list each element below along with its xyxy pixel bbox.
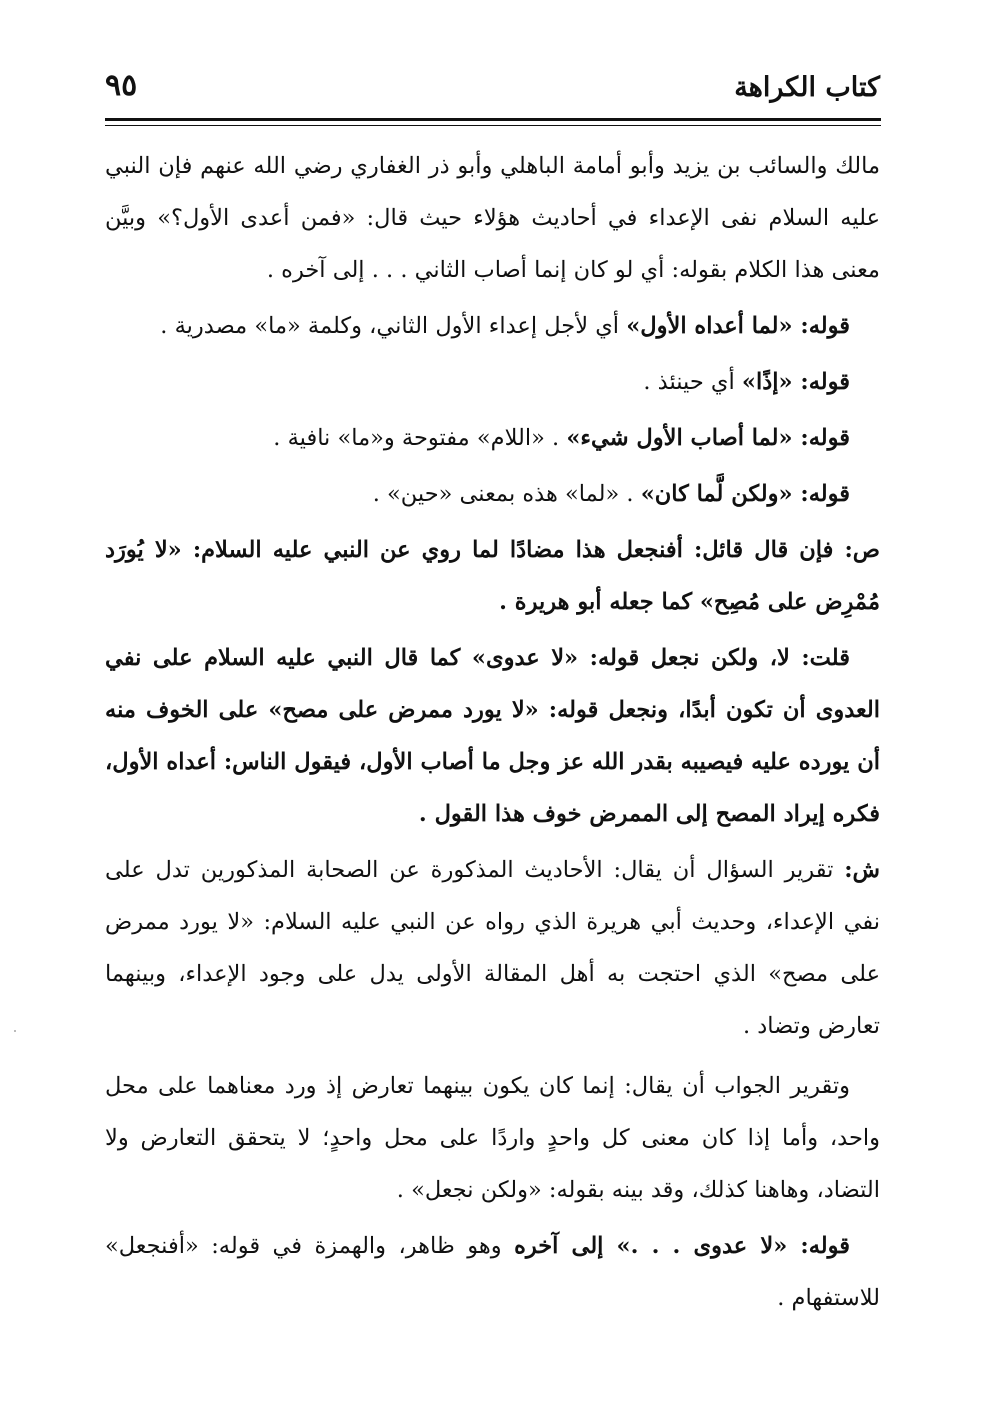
paragraph-8-text: تقرير السؤال أن يقال: الأحاديث المذكورة عن الصحابة المذكورين تدل على نفي الإعداء، وحديث أبي هريرة الذي رواه عن النبي عليه السلام: «لا يورد ممرض على مصح» الذي احتجت به أهل المقالة الأولى يدل على وجود الإعداء، وبينهما تعارض وتضاد . <box>105 857 880 1039</box>
page-number: ٩٥ <box>105 68 138 103</box>
paragraph-4-label: قوله: «لما أصاب الأول شيء» <box>566 425 850 451</box>
paragraph-10 <box>105 1220 880 1324</box>
paragraph-3-label: قوله: «إذًا» <box>741 369 850 395</box>
paragraph-10-text: وهو ظاهر، والهمزة في قوله: «أفنجعل» للاستفهام . <box>105 1233 880 1311</box>
paragraph-3-text: أي حينئذ . <box>643 369 742 395</box>
paragraph-6: ص: فإن قال قائل: أفنجعل هذا مضادًا لما روي عن النبي عليه السلام: «لا يُورَد مُمْرِض على مُصِح» كما جعله أبو هريرة . <box>105 537 880 615</box>
paragraph-8 <box>105 844 880 1052</box>
paragraph-7: قلت: لا، ولكن نجعل قوله: «لا عدوى» كما قال النبي عليه السلام على نفي العدوى أن تكون أبدًا، ونجعل قوله: «لا يورد ممرض على مصح» على الخوف منه أن يورده عليه فيصيبه بقدر الله عز وجل ما أصاب الأول، فيقول الناس: أعداه الأول، فكره إيراد المصح إلى الممرض خوف هذا القول . <box>105 645 880 827</box>
paragraph-2-text: أي لأجل إعداء الأول الثاني، وكلمة «ما» مصدرية . <box>160 313 627 339</box>
paragraph-4 <box>105 412 880 464</box>
book-title: كتاب الكراهة <box>734 72 880 103</box>
paragraph-5-label: قوله: «ولكن لَّما كان» <box>640 481 850 507</box>
paragraph-1: مالك والسائب بن يزيد وأبو أمامة الباهلي وأبو ذر الغفاري رضي الله عنهم فإن النبي عليه السلام نفى الإعداء في أحاديث هؤلاء حيث قال: «فمن أعدى الأول؟» وبيَّن معنى هذا الكلام بقوله: أي لو كان إنما أصاب الثاني . . . إلى آخره . <box>105 153 880 283</box>
paragraph-8-label: ش: <box>844 857 880 883</box>
paragraph-10-label: قوله: «لا عدوى . . .» إلى آخره <box>514 1233 850 1259</box>
paragraph-3 <box>105 356 880 408</box>
paragraph-2 <box>105 300 880 352</box>
page-header <box>105 62 880 118</box>
paragraph-4-text: . «اللام» مفتوحة و«ما» نافية . <box>273 425 567 451</box>
paragraph-2-label: قوله: «لما أعداه الأول» <box>626 313 850 339</box>
paragraph-9: وتقرير الجواب أن يقال: إنما كان يكون بينهما تعارض إذ ورد معناهما على محل واحد، وأما إذا كان معنى كل واحدٍ واردًا على محل واحدٍ؛ لا يتحقق التعارض ولا التضاد، وهاهنا كذلك، وقد بينه بقوله: «ولكن نجعل» . <box>105 1073 880 1203</box>
margin-speck <box>14 1030 16 1032</box>
body-text <box>105 140 880 1324</box>
header-rule-thin <box>105 125 881 126</box>
paragraph-5 <box>105 468 880 520</box>
header-rule-thick <box>105 118 881 121</box>
paragraph-5-text: . «لما» هذه بمعنى «حين» . <box>372 481 641 507</box>
